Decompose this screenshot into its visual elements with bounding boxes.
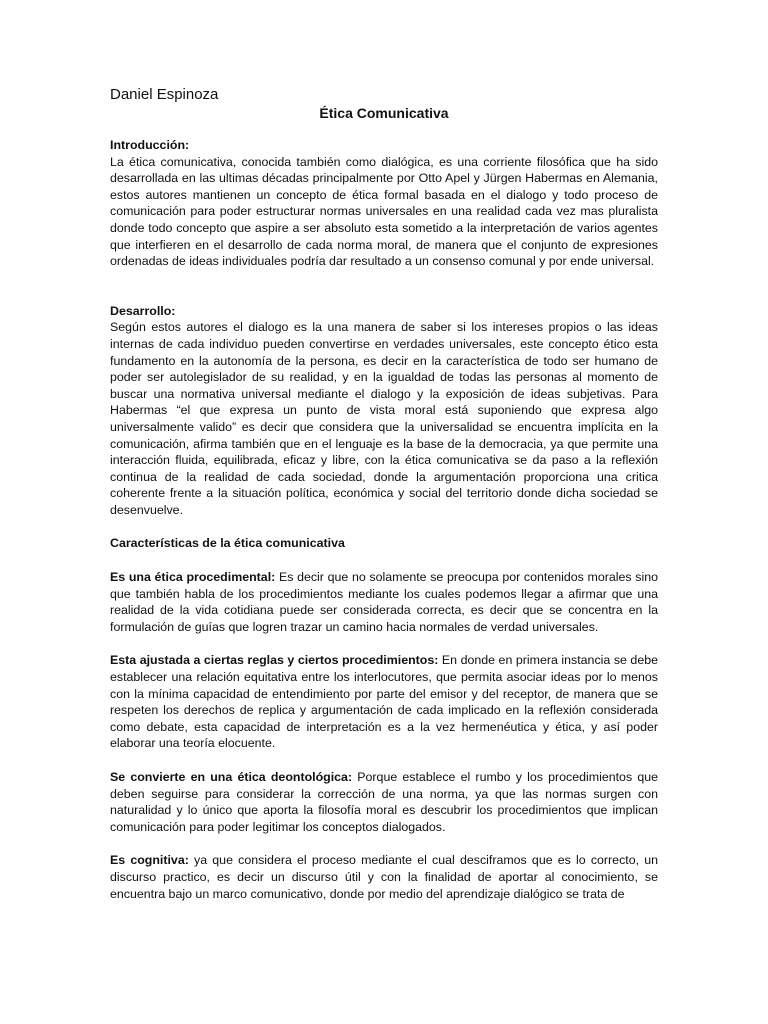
- characteristic-lead: Se convierte en una ética deontológica:: [110, 770, 353, 784]
- author-name: Daniel Espinoza: [110, 86, 219, 103]
- characteristic-text: Porque establece el rumbo y los procedimientos que deben seguirse para considerar la corrección de una norma, ya que las normas surgen con naturalidad y lo único que aporta la filosofía moral es descubrir los procedimientos que implican comunicación para poder legitimar los conceptos dialogados.: [110, 770, 658, 834]
- characteristic-paragraph: [110, 569, 658, 635]
- characteristic-text: En donde en primera instancia se debe establecer una relación equitativa entre los interlocutores, que permita asociar ideas por lo menos con la mínima capacidad de entendimiento por parte del emisor y del receptor, de manera que se respeten los derechos de replica y argumentación de cada implicado en la reflexión considerada como debate, esta capacidad de interpretación es a la vez hermenéutica y ética, y así poder elaborar una teoría elocuente.: [110, 653, 658, 751]
- characteristic-lead: Es cognitiva:: [110, 853, 189, 868]
- characteristic-paragraph: [110, 652, 658, 752]
- characteristic-lead: Esta ajustada a ciertas reglas y ciertos procedimientos:: [110, 653, 439, 668]
- characteristic-lead: Es una ética procedimental:: [110, 570, 276, 585]
- caracteristicas-heading: Características de la ética comunicativa: [110, 536, 345, 551]
- characteristic-paragraph: [110, 852, 658, 902]
- intro-paragraph: La ética comunicativa, conocida también como dialógica, es una corriente filosófica que ha sido desarrollada en las ultimas décadas principalmente por Otto Apel y Jürgen Habermas en Alemania, estos autores mantienen un concepto de ética formal basada en el dialogo y todo proceso de comunicación para poder estructurar normas universales en una realidad cada vez mas pluralista donde todo concepto que aspire a ser absoluto esta sometido a la interpretación de varios agentes que interfieren en el desarrollo de cada norma moral, de manera que el conjunto de expresiones ordenadas de ideas individuales podría dar resultado a un consenso comunal y por ende universal.: [110, 154, 658, 269]
- intro-heading: Introducción:: [110, 138, 190, 152]
- characteristic-paragraph: [110, 769, 658, 835]
- desarrollo-heading: Desarrollo:: [110, 303, 176, 318]
- characteristic-text: ya que considera el proceso mediante el cual desciframos que es lo correcto, un discurso practico, es decir un discurso útil y con la finalidad de aportar al conocimiento, se encuentra bajo un marco comunicativo, donde por medio del aprendizaje dialógico se trata de: [110, 853, 658, 901]
- characteristic-text: Es decir que no solamente se preocupa por contenidos morales sino que también habla de los procedimientos mediante los cuales podemos llegar a afirmar que una realidad de la vida cotidiana puede ser considerada correcta, es decir que se concentra en la formulación de guías que logren trazar un camino hacia normales de verdad universales.: [110, 570, 658, 634]
- document-page: [110, 86, 658, 902]
- document-title: Ética Comunicativa: [319, 105, 449, 121]
- desarrollo-paragraph: Según estos autores el dialogo es la una manera de saber si los intereses propios o las ideas internas de cada individuo pueden convertirse en verdades universales, este concepto ético esta fundamento en la autonomía de la persona, es decir en la característica de todo ser humano de poder ser autolegislador de su realidad, y en la igualdad de todas las personas al momento de buscar una normativa universal mediante el dialogo y la exposición de ideas subjetivas. Para Habermas “el que expresa un punto de vista moral está suponiendo que expresa algo universalmente valido” es decir que considera que la universalidad se encuentra implícita en la comunicación, afirma también que en el lenguaje es la base de la democracia, ya que permite una interacción fluida, equilibrada, eficaz y libre, con la ética comunicativa se da paso a la reflexión continua de la realidad de cada sociedad, donde la argumentación proporciona una critica coherente frente a la situación política, económica y social del territorio donde dicha sociedad se desenvuelve.: [110, 320, 658, 517]
